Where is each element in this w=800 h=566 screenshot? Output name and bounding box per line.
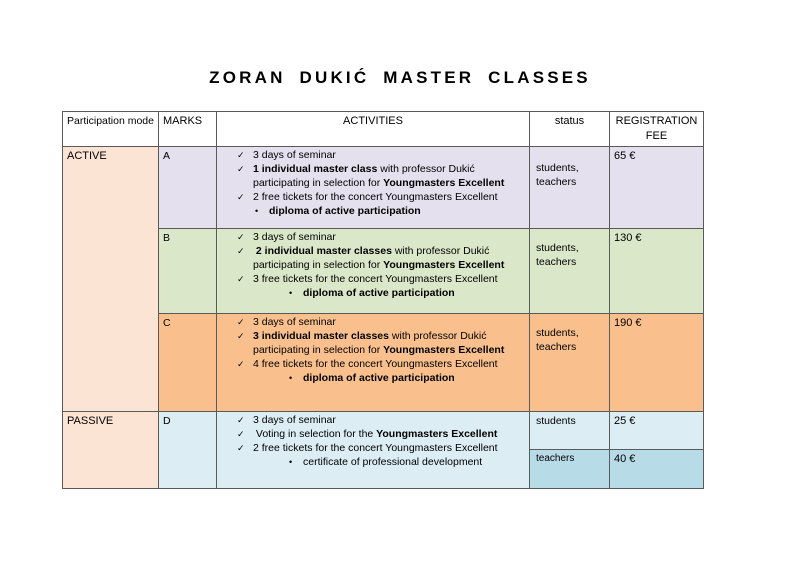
header-registration-fee: REGISTRATION FEE bbox=[610, 112, 704, 147]
check-icon: ✓ bbox=[237, 150, 245, 160]
table-row bbox=[63, 412, 704, 450]
mode-passive: PASSIVE bbox=[63, 412, 159, 489]
status-d-teachers: teachers bbox=[530, 450, 610, 489]
master-classes-table bbox=[62, 111, 704, 489]
mark-c: C bbox=[159, 314, 217, 412]
check-icon: ✓ bbox=[237, 331, 245, 341]
status-text: students, teachers bbox=[536, 162, 579, 188]
activity-line: 4 free tickets for the concert Youngmasters Excellent bbox=[253, 358, 498, 370]
status-text: students, teachers bbox=[536, 327, 579, 353]
activity-line: with professor Dukić bbox=[389, 330, 487, 342]
header-activities: ACTIVITIES bbox=[217, 112, 530, 147]
check-icon: ✓ bbox=[237, 359, 245, 369]
activity-bold: diploma of active participation bbox=[269, 205, 421, 217]
activity-line: 2 free tickets for the concert Youngmasters Excellent bbox=[253, 442, 498, 454]
fee-d-teachers: 40 € bbox=[610, 450, 704, 489]
activities-d bbox=[217, 412, 530, 489]
fee-a: 65 € bbox=[610, 147, 704, 229]
activity-line: 3 days of seminar bbox=[253, 149, 336, 161]
activity-line: Voting in selection for the bbox=[255, 428, 377, 440]
status-d-students: students bbox=[530, 412, 610, 450]
mark-a: A bbox=[159, 147, 217, 229]
activity-line: certificate of professional development bbox=[303, 456, 483, 468]
status-text: students, teachers bbox=[536, 242, 579, 268]
activity-line: 3 days of seminar bbox=[253, 316, 336, 328]
table-row bbox=[63, 229, 704, 314]
bullet-icon: • bbox=[289, 288, 293, 298]
check-icon: ✓ bbox=[237, 232, 245, 242]
activities-b bbox=[217, 229, 530, 314]
check-icon: ✓ bbox=[237, 274, 245, 284]
activity-bold: 1 individual master class bbox=[253, 163, 378, 175]
activity-bold: diploma of active participation bbox=[303, 287, 455, 299]
status-c bbox=[530, 314, 610, 412]
bullet-icon: • bbox=[289, 373, 293, 383]
activity-bold: Youngmasters Excellent bbox=[376, 428, 498, 440]
table-row bbox=[63, 147, 704, 229]
check-icon: ✓ bbox=[237, 415, 245, 425]
table-row bbox=[63, 314, 704, 412]
status-b bbox=[530, 229, 610, 314]
activity-bold: Youngmasters Excellent bbox=[383, 177, 505, 189]
page-title: ZORAN DUKIĆ MASTER CLASSES bbox=[209, 68, 591, 87]
activity-line: participating in selection for bbox=[253, 344, 384, 356]
fee-d-students: 25 € bbox=[610, 412, 704, 450]
mark-b: B bbox=[159, 229, 217, 314]
header-marks: MARKS bbox=[159, 112, 217, 147]
activity-bold: Youngmasters Excellent bbox=[383, 344, 505, 356]
activity-bold: diploma of active participation bbox=[303, 372, 455, 384]
activity-line: with professor Dukić bbox=[391, 245, 490, 257]
activity-line: participating in selection for bbox=[253, 177, 384, 189]
mark-d: D bbox=[159, 412, 217, 489]
activity-bold: 3 individual master classes bbox=[253, 330, 389, 342]
mode-active: ACTIVE bbox=[63, 147, 159, 412]
bullet-icon: • bbox=[255, 206, 259, 216]
check-icon: ✓ bbox=[237, 246, 245, 256]
activity-line: with professor Dukić bbox=[377, 163, 475, 175]
fee-c: 190 € bbox=[610, 314, 704, 412]
activity-line: 3 days of seminar bbox=[253, 414, 336, 426]
activity-line: participating in selection for bbox=[253, 259, 384, 271]
fee-b: 130 € bbox=[610, 229, 704, 314]
check-icon: ✓ bbox=[237, 192, 245, 202]
activity-line: 3 free tickets for the concert Youngmasters Excellent bbox=[253, 273, 498, 285]
check-icon: ✓ bbox=[237, 164, 245, 174]
header-row bbox=[63, 112, 704, 147]
activity-line: 2 free tickets for the concert Youngmasters Excellent bbox=[253, 191, 498, 203]
activities-a bbox=[217, 147, 530, 229]
activity-line: 3 days of seminar bbox=[253, 231, 336, 243]
check-icon: ✓ bbox=[237, 317, 245, 327]
status-a bbox=[530, 147, 610, 229]
header-participation-mode: Participation mode bbox=[63, 112, 159, 147]
bullet-icon: • bbox=[289, 457, 293, 467]
activity-bold: 2 individual master classes bbox=[255, 245, 392, 257]
check-icon: ✓ bbox=[237, 443, 245, 453]
header-status: status bbox=[530, 112, 610, 147]
activities-c bbox=[217, 314, 530, 412]
check-icon: ✓ bbox=[237, 429, 245, 439]
activity-bold: Youngmasters Excellent bbox=[383, 259, 505, 271]
